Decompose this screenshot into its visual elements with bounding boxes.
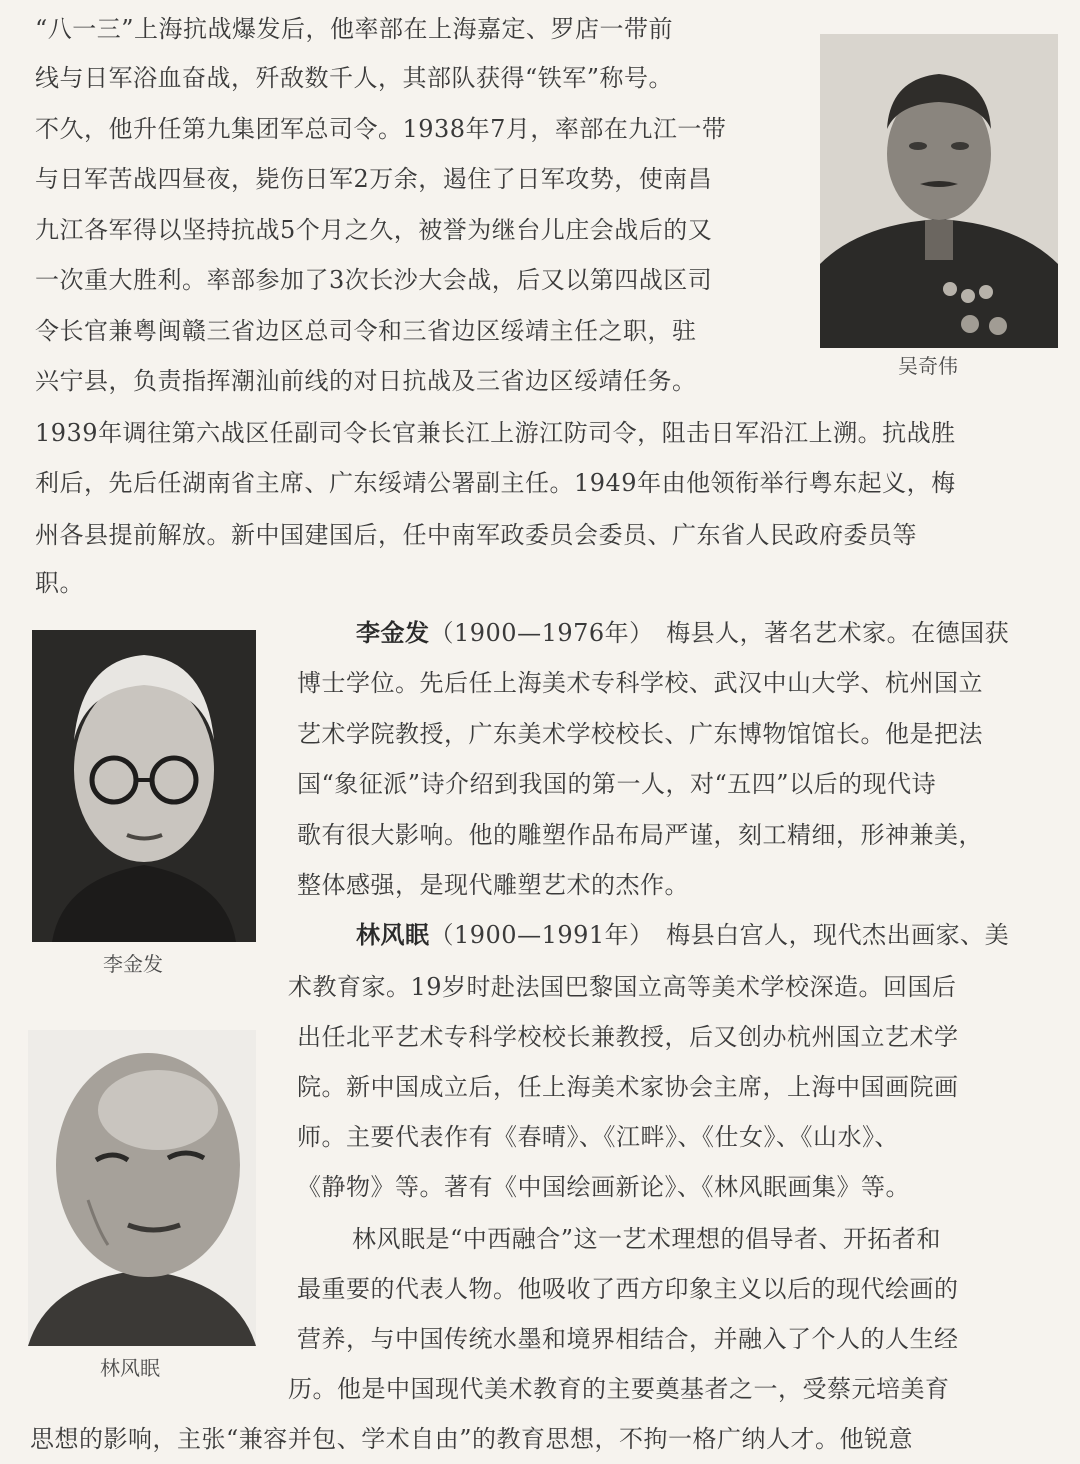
li-jinfa-caption: 李金发 bbox=[103, 952, 163, 976]
wu-line: 职。 bbox=[35, 569, 84, 597]
wu-line: “八一三”上海抗战爆发后，他率部在上海嘉定、罗店一带前 bbox=[35, 15, 674, 43]
lin-fengmian-line: 最重要的代表人物。他吸收了西方印象主义以后的现代绘画的 bbox=[297, 1275, 959, 1303]
wu-line: 州各县提前解放。新中国建国后，任中南军政委员会委员、广东省人民政府委员等 bbox=[35, 521, 917, 549]
wu-line: 一次重大胜利。率部参加了3次长沙大会战，后又以第四战区司 bbox=[35, 266, 713, 294]
lin-fengmian-caption: 林风眠 bbox=[100, 1356, 160, 1380]
lin-fengmian-line: 思想的影响，主张“兼容并包、学术自由”的教育思想，不拘一格广纳人才。他锐意 bbox=[30, 1425, 914, 1453]
wu-line: 令长官兼粤闽赣三省边区总司令和三省边区绥靖主任之职，驻 bbox=[35, 317, 697, 345]
li-jinfa-line: 国“象征派”诗介绍到我国的第一人，对“五四”以后的现代诗 bbox=[297, 770, 937, 798]
wu-line: 兴宁县，负责指挥潮汕前线的对日抗战及三省边区绥靖任务。 bbox=[35, 367, 697, 395]
lin-fengmian-name: 林风眠 bbox=[356, 920, 430, 949]
li-jinfa-portrait bbox=[32, 630, 256, 942]
li-jinfa-line: 整体感强，是现代雕塑艺术的杰作。 bbox=[297, 871, 689, 899]
wu-line: 九江各军得以坚持抗战5个月之久，被誉为继台儿庄会战后的又 bbox=[35, 216, 713, 244]
lin-fengmian-line: 《静物》等。著有《中国绘画新论》、《林风眠画集》等。 bbox=[297, 1173, 910, 1201]
wu-qiwei-portrait bbox=[820, 34, 1058, 348]
lin-fengmian-line: 术教育家。19岁时赴法国巴黎国立高等美术学校深造。回国后 bbox=[288, 973, 957, 1001]
lin-fengmian-line: 师。主要代表作有《春晴》、《江畔》、《仕女》、《山水》、 bbox=[297, 1123, 899, 1151]
li-jinfa-line: 博士学位。先后任上海美术专科学校、武汉中山大学、杭州国立 bbox=[297, 669, 983, 697]
lin-fengmian-line: 营养，与中国传统水墨和境界相结合，并融入了个人的人生经 bbox=[297, 1325, 959, 1353]
li-jinfa-line: 艺术学院教授，广东美术学校校长、广东博物馆馆长。他是把法 bbox=[297, 720, 983, 748]
lin-fengmian-portrait bbox=[28, 1030, 256, 1346]
li-jinfa-heading-line bbox=[356, 618, 1009, 648]
wu-line: 不久，他升任第九集团军总司令。1938年7月，率部在九江一带 bbox=[35, 115, 727, 143]
li-jinfa-name: 李金发 bbox=[356, 618, 430, 647]
lin-fengmian-years: （1900—1991年） bbox=[429, 921, 642, 949]
wu-line: 线与日军浴血奋战，歼敌数千人，其部队获得“铁军”称号。 bbox=[35, 64, 674, 92]
lin-fengmian-line: 林风眠是“中西融合”这一艺术理想的倡导者、开拓者和 bbox=[352, 1225, 942, 1253]
lin-fengmian-first-line: 梅县白宫人，现代杰出画家、美 bbox=[641, 921, 1010, 949]
li-jinfa-line: 歌有很大影响。他的雕塑作品布局严谨，刻工精细，形神兼美， bbox=[297, 821, 983, 849]
wu-qiwei-caption: 吴奇伟 bbox=[898, 354, 958, 378]
lin-fengmian-line: 院。新中国成立后，任上海美术家协会主席，上海中国画院画 bbox=[297, 1073, 959, 1101]
wu-line: 1939年调往第六战区任副司令长官兼长江上游江防司令，阻击日军沿江上溯。抗战胜 bbox=[35, 419, 956, 447]
li-jinfa-first-line: 梅县人，著名艺术家。在德国获 bbox=[641, 619, 1010, 647]
lin-fengmian-line: 出任北平艺术专科学校校长兼教授，后又创办杭州国立艺术学 bbox=[297, 1023, 959, 1051]
lin-fengmian-line: 历。他是中国现代美术教育的主要奠基者之一，受蔡元培美育 bbox=[288, 1375, 950, 1403]
lin-fengmian-heading-line bbox=[356, 920, 1009, 950]
li-jinfa-years: （1900—1976年） bbox=[429, 619, 642, 647]
wu-line: 利后，先后任湖南省主席、广东绥靖公署副主任。1949年由他领衔举行粤东起义，梅 bbox=[35, 469, 956, 497]
wu-line: 与日军苦战四昼夜，毙伤日军2万余，遏住了日军攻势，使南昌 bbox=[35, 165, 713, 193]
